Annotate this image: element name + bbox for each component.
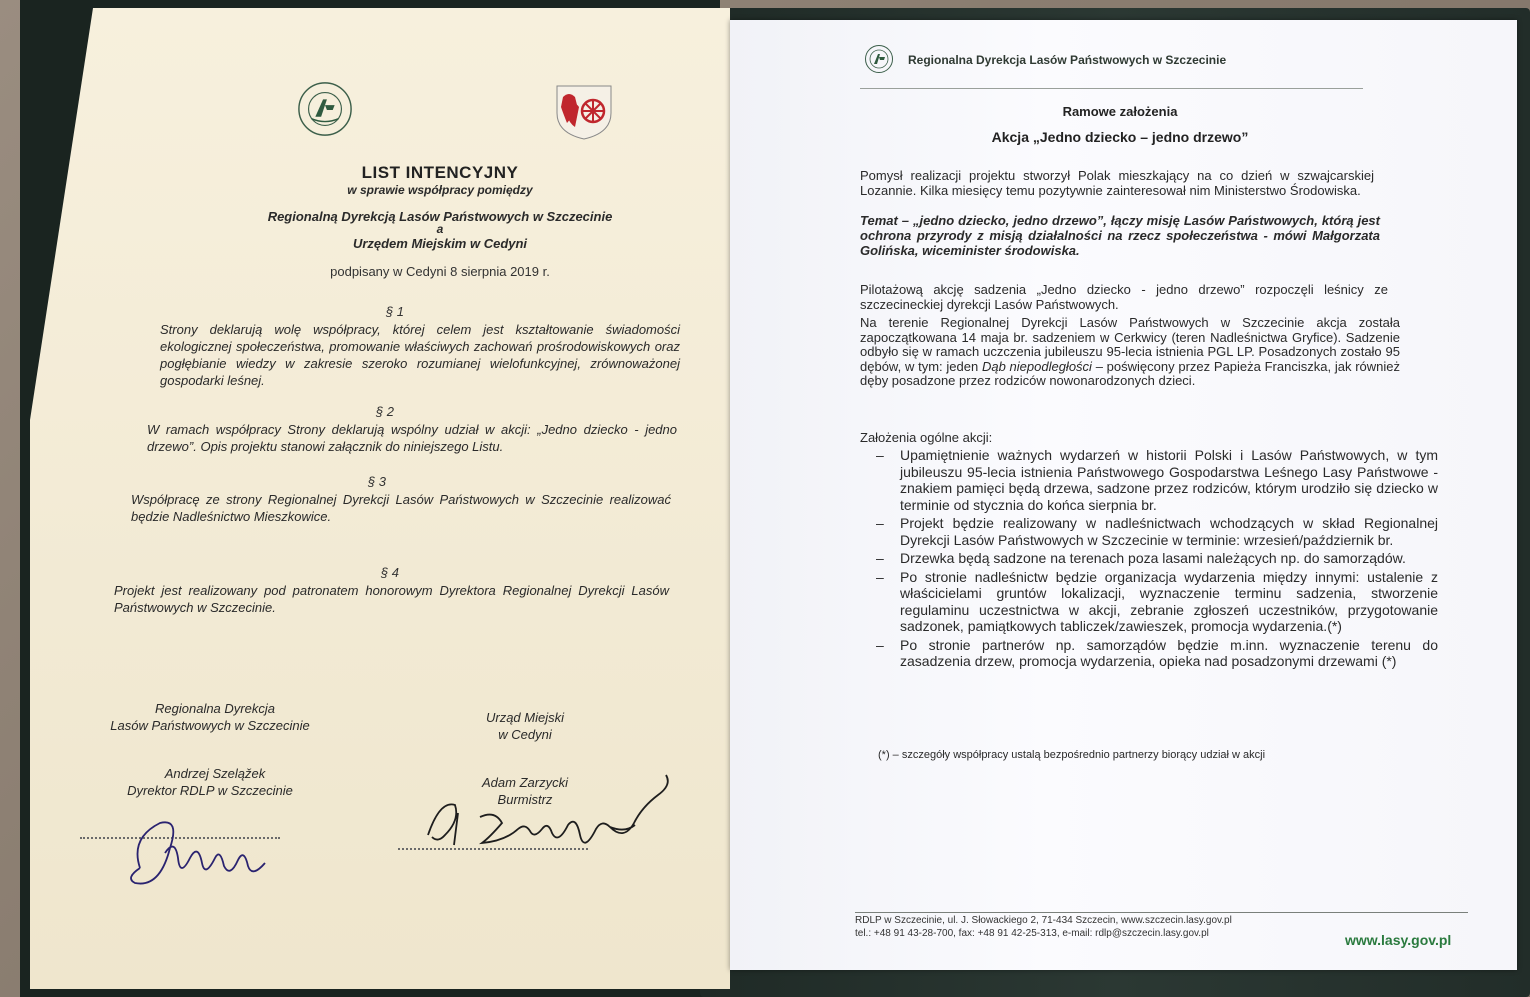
- letter-subtitle: w sprawie współpracy pomiędzy: [347, 183, 533, 197]
- assumptions-list: [876, 447, 1438, 672]
- list-item: – Drzewka będą sadzone na terenach poza lasami należących np. do samorządów.: [876, 550, 1438, 567]
- sig-right-org-1: Urząd Miejski: [485, 710, 564, 725]
- lasy-panstwowe-logo-icon: [864, 44, 894, 74]
- section-4-text: Projekt jest realizowany pod patronatem honorowym Dyrektora Regionalnej Dyrekcji Lasów Państwowych w Szczecinie.: [114, 583, 669, 615]
- intro-paragraph: Pomysł realizacji projektu stworzył Polak mieszkający na co dzień w szwajcarskiej Lozannie. Kilka miesięcy temu pozytywnie zainteresował nim Ministerstwo Środowiska.: [860, 168, 1374, 198]
- footnote: (*) – szczegóły współpracy ustalą bezpośrednio partnerzy biorący udział w akcji: [878, 749, 1266, 761]
- sig-left-org-2: Lasów Państwowych w Szczecinie: [110, 718, 310, 733]
- sig-right-name: Adam Zarzycki: [482, 775, 568, 790]
- general-assumptions-heading: Założenia ogólne akcji:: [860, 430, 993, 445]
- party-1: Regionalną Dyrekcją Lasów Państwowych w Szczecinie: [267, 209, 613, 224]
- signature-left: [120, 808, 290, 898]
- party-connector: a: [436, 222, 444, 236]
- list-item: – Po stronie partnerów np. samorządów będzie m.inn. wyznaczenie terenu do zasadzenia drzew, promocja wydarzenia, opieka nad posadzonymi drzewami (*): [876, 637, 1438, 670]
- header-organization: Regionalna Dyrekcja Lasów Państwowych w Szczecinie: [908, 53, 1227, 67]
- area-paragraph: [860, 316, 1400, 389]
- section-2-text: W ramach współpracy Strony deklarują wspólny udział w akcji: „Jedno dziecko - jedno drzewo”. Opis projektu stanowi załącznik do niniejszego Listu.: [147, 422, 677, 454]
- pilot-paragraph: Pilotażową akcję sadzenia „Jedno dziecko - jedno drzewo” rozpoczęli leśnicy ze szczecineckiej dyrekcji Lasów Państwowych.: [860, 282, 1388, 312]
- sig-right-org-2: w Cedyni: [498, 727, 552, 742]
- section-1-mark: § 1: [385, 304, 405, 319]
- independence-oak: Dąb niepodległości: [981, 358, 1092, 374]
- letter-title: LIST INTENCYJNY: [361, 163, 519, 182]
- header-divider: [860, 88, 1363, 89]
- signed-date: podpisany w Cedyni 8 sierpnia 2019 r.: [330, 264, 550, 279]
- list-item: – Po stronie nadleśnictw będzie organizacja wydarzenia między innymi: ustalenie z właścicielami gruntów lokalizacji, wyznaczenie terminu sadzenia, stworzenie regulaminu uczestnictwa w akcji, zebranie zgłoszeń uczestników, przygotowanie sadzonek, pamiątkowych tabliczek/zawieszek, promocja wydarzenia.(*): [876, 569, 1438, 635]
- website-link[interactable]: www.lasy.gov.pl: [1345, 932, 1452, 948]
- quote-paragraph: Temat – „jedno dziecko, jedno drzewo”, łączy misję Lasów Państwowych, którą jest ochrona przyrody z misją działalności na rzecz społeczeństwa - mówi Małgorzata Golińska, wiceminister środowiska.: [860, 213, 1380, 258]
- section-2-mark: § 2: [375, 404, 395, 419]
- sig-right-role: Burmistrz: [497, 792, 553, 807]
- section-4-mark: § 4: [380, 565, 400, 580]
- sig-left-org-1: Regionalna Dyrekcja: [155, 701, 275, 716]
- area-paragraph-part-1: Na terenie Regionalnej Dyrekcji Lasów Państwowych w Szczecinie akcja została zapoczątkowana 14 maja br. sadzeniem w Cerkwicy (teren Nadleśnictwa Gryfice). Sadzenie odbyło się w ramach uczczenia jubileuszu 95-lecia istnienia PGL LP. Posadzonych zostało 95 dębów, w tym: jeden: [860, 315, 1400, 374]
- section-3-text: Współpracę ze strony Regionalnej Dyrekcji Lasów Państwowych w Szczecinie realizować będzie Nadleśnictwo Mieszkowice.: [131, 492, 671, 524]
- list-item: – Projekt będzie realizowany w nadleśnictwach wchodzących w skład Regionalnej Dyrekcji Lasów Państwowych w Szczecinie w terminie: wrzesień/październik br.: [876, 515, 1438, 548]
- sig-left-role: Dyrektor RDLP w Szczecinie: [127, 783, 293, 798]
- cedynia-coat-of-arms-icon: [553, 83, 615, 141]
- signature-right: [410, 745, 680, 865]
- lasy-panstwowe-seal-icon: [296, 80, 354, 138]
- sig-left-name: Andrzej Szeląžek: [164, 766, 266, 781]
- area-paragraph-part-2: – poświęcony przez Papieża Franciszka, jak również dęby posadzone przez rodziców nowonarodzonych dzieci.: [860, 358, 1400, 388]
- section-3-mark: § 3: [367, 474, 387, 489]
- section-1-text: Strony deklarują wolę współpracy, której celem jest kształtowanie świadomości ekologicznej społeczeństwa, promowanie właściwych zachowań prośrodowiskowych oraz pogłębianie wiedzy w zakresie szeroko rozumianej wielofunkcyjnej, zrównoważonej gospodarki leśnej.: [160, 322, 680, 388]
- footer-divider: [855, 912, 1468, 913]
- framework-title: Ramowe założenia: [1062, 104, 1178, 119]
- list-item: – Upamiętnienie ważnych wydarzeń w historii Polski i Lasów Państwowych, w tym jubileuszu 95-lecia istnienia Państwowego Gospodarstwa Leśnego Lasy Państwowe - znakiem pamięci będą drzewa, sadzone przez rodziców, którym urodziło się dziecko w terminie od stycznia do końca sierpnia br.: [876, 447, 1438, 513]
- party-2: Urzędem Miejskim w Cedyni: [352, 236, 528, 251]
- footer-contact: tel.: +48 91 43-28-700, fax: +48 91 42-25-313, e-mail: rdlp@szczecin.lasy.gov.pl: [855, 928, 1209, 939]
- footer-address: RDLP w Szczecinie, ul. J. Słowackiego 2, 71-434 Szczecin, www.szczecin.lasy.gov.pl: [855, 915, 1232, 926]
- campaign-title: Akcja „Jedno dziecko – jedno drzewo”: [991, 129, 1249, 145]
